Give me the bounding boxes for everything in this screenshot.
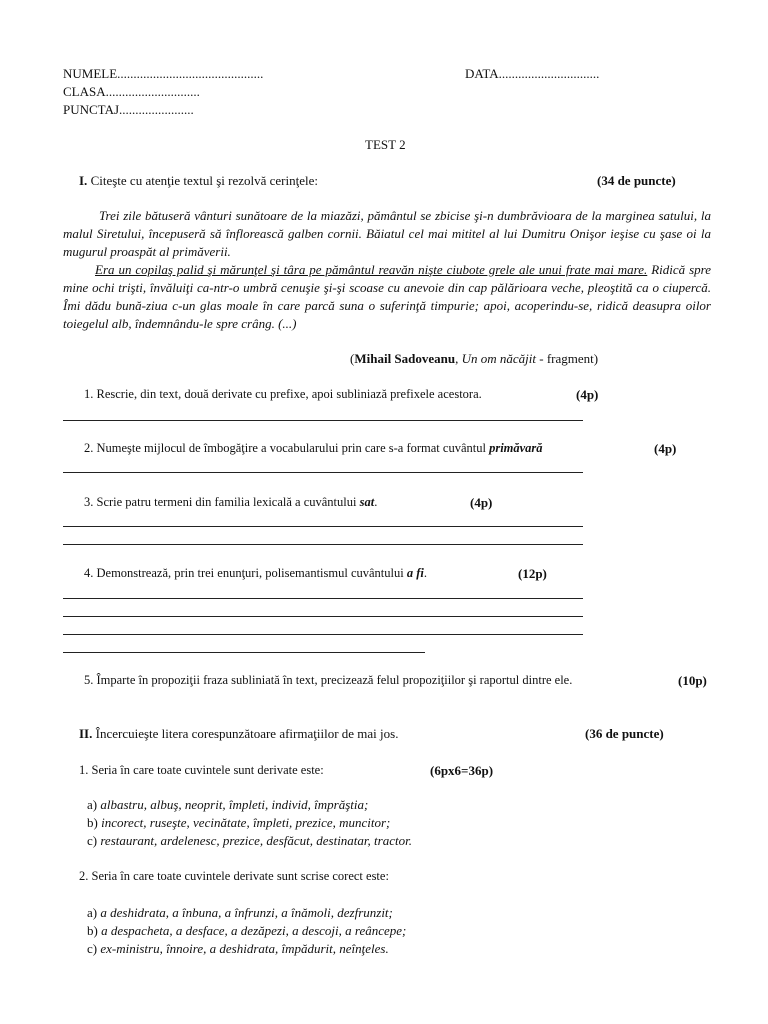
source-sep: , bbox=[455, 351, 462, 366]
section-2-instruction: Încercuieşte litera corespunzătoare afirmaţiilor de mai jos. bbox=[95, 726, 399, 741]
passage-source bbox=[350, 351, 598, 367]
section-1-heading bbox=[79, 173, 318, 189]
answer-line-4b bbox=[63, 616, 583, 617]
passage-paragraph-2 bbox=[63, 261, 711, 333]
option-text: a despacheta, a desface, a dezăpezi, a descoji, a reâncepe; bbox=[101, 923, 407, 938]
question-2-text bbox=[84, 441, 543, 456]
option-text: restaurant, ardelenesc, prezice, desfăcut, destinatar, tractor. bbox=[100, 833, 412, 848]
option-text: a deshidrata, a înbuna, a înfrunzi, a înămoli, dezfrunzit; bbox=[100, 905, 393, 920]
date-field: DATA............................... bbox=[465, 66, 600, 81]
question-2-points: (4p) bbox=[654, 441, 677, 456]
answer-line-4c bbox=[63, 634, 583, 635]
section-1-instruction: Citeşte cu atenţie textul şi rezolvă cerinţele: bbox=[90, 173, 318, 188]
question-2-word: primăvară bbox=[489, 441, 543, 455]
section-1-roman: I. bbox=[79, 173, 88, 188]
answer-line-1 bbox=[63, 420, 583, 421]
option-1a[interactable] bbox=[87, 797, 368, 813]
name-field: NUMELE............................................. bbox=[63, 66, 264, 81]
option-letter[interactable]: b) bbox=[87, 815, 98, 830]
underlined-sentence: Era un copilaş palid şi mărunţel şi târa pe pământul reavăn nişte ciubote grele ale unui frate mai mare. bbox=[95, 262, 648, 277]
section-2-question-1: 1. Seria în care toate cuvintele sunt derivate este: bbox=[79, 763, 324, 777]
source-tail: - fragment) bbox=[536, 351, 599, 366]
question-3-end: . bbox=[374, 495, 378, 509]
question-4-points: (12p) bbox=[518, 566, 547, 581]
answer-line-3b bbox=[63, 544, 583, 545]
option-text: ex-ministru, înnoire, a deshidrata, împădurit, neînţeles. bbox=[100, 941, 389, 956]
answer-line-4d bbox=[63, 652, 425, 653]
section-2-heading bbox=[79, 726, 398, 742]
question-4-end: . bbox=[423, 566, 427, 580]
question-3-text bbox=[84, 495, 377, 510]
source-author: Mihail Sadoveanu bbox=[354, 351, 456, 366]
option-letter[interactable]: c) bbox=[87, 941, 98, 956]
option-text: incorect, ruseşte, vecinătate, împleti, prezice, muncitor; bbox=[101, 815, 391, 830]
question-5-points: (10p) bbox=[678, 673, 707, 688]
question-2-prompt: 2. Numeşte mijlocul de îmbogăţire a vocabularului prin care s-a format cuvântul bbox=[84, 441, 486, 455]
option-letter[interactable]: a) bbox=[87, 905, 98, 920]
section-2-roman: II. bbox=[79, 726, 93, 741]
option-letter[interactable]: c) bbox=[87, 833, 98, 848]
score-field: PUNCTAJ....................... bbox=[63, 102, 194, 117]
passage-paragraph-1: Trei zile bătuseră vânturi sunătoare de la miazăzi, pământul se zbicise şi-n dumbrăvioara de la marginea satului, la malul Siretului, începuseră să înflorească galben cornii. Băiatul cel mai mititel al lui Dumitru Onişor ieşise cu şase oi la mugurul proaspăt al primăverii. bbox=[63, 208, 711, 259]
section-2-question-1-points: (6px6=36p) bbox=[430, 763, 494, 778]
option-text: albastru, albuş, neoprit, împleti, individ, împrăştia; bbox=[100, 797, 369, 812]
source-work: Un om năcăjit bbox=[461, 351, 537, 366]
section-2-points: (36 de puncte) bbox=[585, 726, 664, 741]
question-4-prompt: 4. Demonstrează, prin trei enunţuri, polisemantismul cuvântului bbox=[84, 566, 404, 580]
question-4-word: a fi bbox=[406, 566, 424, 580]
question-3-points: (4p) bbox=[470, 495, 493, 510]
option-1c[interactable] bbox=[87, 833, 412, 849]
answer-line-3a bbox=[63, 526, 583, 527]
section-1-points: (34 de puncte) bbox=[597, 173, 676, 188]
option-2b[interactable] bbox=[87, 923, 406, 939]
question-3-word: sat bbox=[359, 495, 375, 509]
question-1-text: 1. Rescrie, din text, două derivate cu prefixe, apoi subliniază prefixele acestora. bbox=[84, 387, 482, 401]
answer-line-4a bbox=[63, 598, 583, 599]
option-2a[interactable] bbox=[87, 905, 393, 921]
option-2c[interactable] bbox=[87, 941, 389, 957]
question-4-text bbox=[84, 566, 427, 581]
option-letter[interactable]: a) bbox=[87, 797, 98, 812]
option-1b[interactable] bbox=[87, 815, 390, 831]
class-field: CLASA............................. bbox=[63, 84, 200, 99]
question-3-prompt: 3. Scrie patru termeni din familia lexicală a cuvântului bbox=[84, 495, 357, 509]
question-1-points: (4p) bbox=[576, 387, 599, 402]
passage-paragraph-2-rest: Ridică spre mine ochi trişti, învăluiţi ca-ntr-o umbră cenuşie şi-şi scoase cu anevoie din cap pălărioara veche, pleoştită ca o ciupercă. Îmi dădu bună-ziua c-un glas moale în care parcă suna o suferinţă timpurie; apoi, acoperindu-se, ridică deasupra oilor toiegelul alb, îndemnându-le spre crâng. (...) bbox=[63, 262, 712, 331]
page-title: TEST 2 bbox=[365, 137, 406, 152]
question-5-text: 5. Împarte în propoziţii fraza subliniată în text, precizează felul propoziţiilor şi raportul dintre ele. bbox=[84, 673, 573, 687]
option-letter[interactable]: b) bbox=[87, 923, 98, 938]
source-open: ( bbox=[350, 351, 355, 366]
answer-line-2 bbox=[63, 472, 583, 473]
section-2-question-2: 2. Seria în care toate cuvintele derivate sunt scrise corect este: bbox=[79, 869, 389, 883]
